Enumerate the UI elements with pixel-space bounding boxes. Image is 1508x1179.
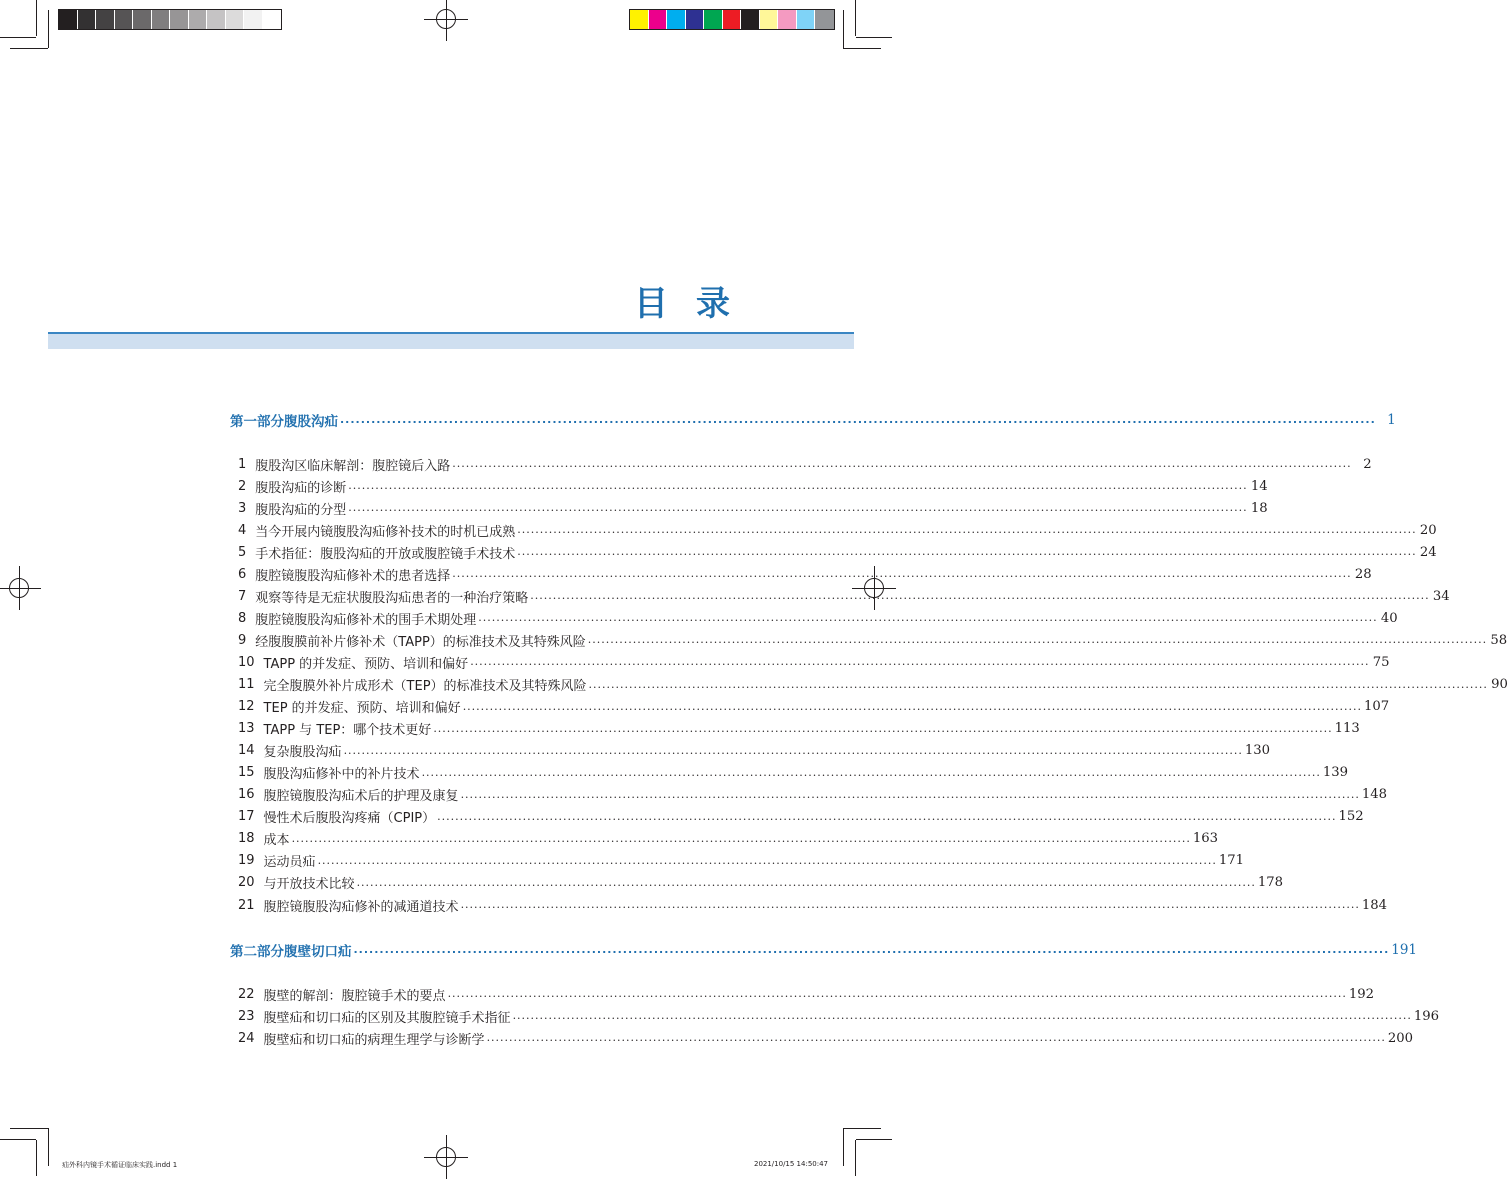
crop-mark — [36, 0, 37, 36]
chapter-title: 当今开展内镜腹股沟疝修补技术的时机已成熟 — [255, 524, 516, 540]
crop-mark — [855, 0, 856, 36]
toc-chapter-row[interactable] — [238, 850, 1245, 872]
crop-mark — [843, 10, 844, 48]
toc-chapter-row[interactable] — [238, 806, 1364, 828]
toc-chapter-row[interactable] — [238, 607, 1398, 629]
color-swatch — [741, 10, 760, 29]
chapter-number: 12 — [238, 699, 255, 715]
chapter-number: 13 — [238, 721, 255, 737]
dot-leader: ........................................................................................................................................................................................................ — [462, 699, 1363, 713]
dot-leader: ........................................................................................................................................................................................................ — [478, 611, 1378, 625]
chapter-page-number: 58 — [1490, 632, 1508, 648]
crop-mark — [843, 1128, 881, 1129]
color-swatch — [115, 10, 134, 29]
part-label: 第二部分 — [230, 944, 284, 960]
chapter-title: 腹腔镜腹股沟疝修补术的患者选择 — [255, 568, 451, 584]
toc-chapter-row[interactable] — [238, 1027, 1414, 1049]
crop-mark — [856, 1139, 892, 1140]
registration-mark-icon — [434, 7, 458, 31]
dot-leader: ........................................................................................................................................................................................................ — [348, 479, 1248, 493]
chapter-title: 腹股沟疝修补中的补片技术 — [263, 767, 420, 783]
chapter-number: 22 — [238, 986, 255, 1002]
part-page-number: 1 — [1387, 412, 1396, 428]
toc-chapter-row[interactable] — [238, 563, 1372, 585]
dot-leader: ........................................................................................................................................................................................................ — [356, 875, 1256, 889]
chapter-page-number: 107 — [1364, 699, 1390, 715]
toc-chapter-row[interactable] — [238, 696, 1390, 718]
toc-chapter-row[interactable] — [238, 718, 1360, 740]
registration-mark-icon — [7, 576, 31, 600]
chapter-number: 3 — [238, 500, 247, 516]
color-swatch — [649, 10, 668, 29]
chapter-number: 17 — [238, 809, 255, 825]
chapter-title: 复杂腹股沟疝 — [263, 745, 342, 761]
color-swatch — [78, 10, 97, 29]
chapter-title: 慢性术后腹股沟疼痛（CPIP） — [263, 811, 436, 827]
dot-leader: ........................................................................................................................................................................................................ — [421, 765, 1321, 779]
toc-chapter-row[interactable] — [238, 894, 1388, 916]
toc-chapter-row[interactable] — [238, 784, 1388, 806]
chapter-number: 19 — [238, 853, 255, 869]
crop-mark — [0, 37, 36, 38]
registration-mark-icon — [434, 1145, 458, 1169]
chapter-page-number: 152 — [1338, 809, 1364, 825]
chapter-number: 23 — [238, 1008, 255, 1024]
toc-chapter-row[interactable] — [238, 983, 1375, 1005]
dot-leader: ........................................................................................................................................................................................................ — [348, 501, 1248, 515]
chapter-page-number: 2 — [1363, 456, 1372, 472]
dot-leader: ........................................................................................................................................................................................................ — [517, 523, 1417, 537]
toc-chapter-row[interactable] — [238, 762, 1349, 784]
crop-mark — [48, 1128, 49, 1166]
dot-leader: ........................................................................................................................................................................................................ — [512, 1009, 1412, 1023]
chapter-title: 手术指征：腹股沟疝的开放或腹腔镜手术技术 — [255, 546, 516, 562]
chapter-title: TEP 的并发症、预防、培训和偏好 — [263, 701, 461, 717]
chapter-number: 14 — [238, 743, 255, 759]
footer-file-name: 疝外科内镜手术循证临床实践.indd 1 — [62, 1161, 178, 1169]
crop-mark — [10, 1128, 48, 1129]
chapter-number: 24 — [238, 1030, 255, 1046]
chapter-page-number: 171 — [1218, 853, 1245, 869]
dot-leader: ........................................................................................................................................................................................................ — [460, 787, 1360, 801]
chapter-page-number: 24 — [1419, 544, 1437, 560]
color-swatch — [815, 10, 834, 29]
color-swatch — [207, 10, 226, 29]
chapter-page-number: 28 — [1354, 566, 1372, 582]
dot-leader: ........................................................................................................................................................................................................ — [530, 589, 1430, 603]
part-label: 第一部分 — [230, 414, 284, 430]
color-swatch — [704, 10, 723, 29]
color-swatch — [133, 10, 152, 29]
toc-chapter-row[interactable] — [238, 872, 1284, 894]
page-title: 目录 — [634, 284, 758, 324]
dot-leader: ........................................................................................................................................................................................................ — [437, 809, 1337, 823]
chapter-page-number: 113 — [1334, 721, 1360, 737]
chapter-page-number: 20 — [1419, 522, 1437, 538]
chapter-number: 9 — [238, 632, 247, 648]
color-swatch — [630, 10, 649, 29]
chapter-number: 2 — [238, 478, 247, 494]
crop-mark — [0, 1139, 36, 1140]
crop-mark — [36, 1140, 37, 1176]
dot-leader: ........................................................................................................................................................................................................ — [460, 898, 1360, 911]
chapter-title: TAPP 与 TEP：哪个技术更好 — [263, 723, 432, 739]
color-swatch — [760, 10, 779, 29]
toc-chapter-row[interactable] — [238, 629, 1508, 651]
color-swatch — [797, 10, 816, 29]
chapter-number: 15 — [238, 765, 255, 781]
chapter-title: 腹壁的解剖：腹腔镜手术的要点 — [263, 988, 446, 1004]
color-swatch — [263, 10, 282, 29]
chapter-number: 21 — [238, 897, 255, 913]
grayscale-color-bar — [58, 9, 282, 30]
dot-leader: ........................................................................................................................................................................................................ — [343, 743, 1243, 757]
crop-mark — [856, 37, 892, 38]
dot-leader: ........................................................................................................................................................................................................ — [317, 853, 1217, 867]
dot-leader: ........................................................................................................................................................................................................ — [486, 1031, 1386, 1045]
toc-part-row[interactable] — [230, 939, 1418, 961]
toc-chapter-row[interactable] — [238, 585, 1450, 607]
toc-chapter-row[interactable] — [238, 828, 1219, 850]
chapter-title: 腹腔镜腹股沟疝修补的减通道技术 — [263, 899, 459, 915]
chapter-title: 腹腔镜腹股沟疝术后的护理及康复 — [263, 789, 459, 805]
chapter-number: 10 — [238, 654, 255, 670]
chapter-title: 经腹腹膜前补片修补术（TAPP）的标准技术及其特殊风险 — [255, 634, 586, 650]
color-swatch — [152, 10, 171, 29]
dot-leader: ........................................................................................................................................................................................................ — [452, 457, 1352, 470]
chapter-page-number: 139 — [1322, 765, 1349, 781]
chapter-number: 16 — [238, 787, 255, 803]
chapter-page-number: 14 — [1250, 478, 1268, 494]
crop-mark — [48, 10, 49, 48]
dot-leader: ........................................................................................................................................................................................................ — [340, 413, 1376, 426]
dot-leader: ........................................................................................................................................................................................................ — [517, 545, 1417, 559]
dot-leader: ........................................................................................................................................................................................................ — [447, 987, 1347, 1000]
chapter-page-number: 40 — [1380, 610, 1398, 626]
chapter-title: 运动员疝 — [263, 855, 316, 871]
toc-part-row[interactable] — [230, 409, 1396, 431]
chapter-page-number: 196 — [1413, 1008, 1440, 1024]
toc-chapter-row[interactable] — [238, 519, 1437, 541]
toc-chapter-row[interactable] — [238, 1005, 1440, 1027]
part-title: 腹壁切口疝 — [284, 944, 352, 960]
chapter-page-number: 184 — [1361, 897, 1388, 913]
chapter-page-number: 163 — [1192, 831, 1219, 847]
toc-chapter-row[interactable] — [238, 740, 1271, 762]
chapter-number: 18 — [238, 831, 255, 847]
chapter-number: 11 — [238, 677, 255, 692]
color-swatch — [723, 10, 742, 29]
chapter-title: 观察等待是无症状腹股沟疝患者的一种治疗策略 — [255, 590, 529, 606]
color-swatch — [667, 10, 686, 29]
toc-chapter-row[interactable] — [238, 651, 1390, 673]
chapter-title: 腹腔镜腹股沟疝修补术的围手术期处理 — [255, 612, 477, 628]
chapter-title: 与开放技术比较 — [263, 877, 355, 893]
chapter-number: 20 — [238, 875, 255, 891]
chapter-page-number: 34 — [1432, 588, 1450, 604]
chapter-page-number: 18 — [1250, 500, 1268, 516]
toc-chapter-row[interactable] — [238, 475, 1268, 497]
chapter-number: 4 — [238, 522, 247, 538]
dot-leader: ........................................................................................................................................................................................................ — [433, 721, 1333, 735]
chapter-number: 7 — [238, 588, 247, 604]
chapter-number: 6 — [238, 566, 247, 582]
chapter-page-number: 200 — [1387, 1030, 1414, 1046]
toc-chapter-row[interactable] — [238, 541, 1437, 563]
chapter-title: 腹壁疝和切口疝的病理生理学与诊断学 — [263, 1032, 485, 1048]
chapter-title: 完全腹膜外补片成形术（TEP）的标准技术及其特殊风险 — [263, 679, 587, 694]
chapter-title: 腹壁疝和切口疝的区别及其腹腔镜手术指征 — [263, 1010, 511, 1026]
part-title: 腹股沟疝 — [284, 414, 338, 430]
toc-chapter-row[interactable] — [238, 497, 1268, 519]
dot-leader: ........................................................................................................................................................................................................ — [452, 567, 1352, 581]
dot-leader: ........................................................................................................................................................................................................ — [587, 633, 1488, 647]
color-swatch — [189, 10, 208, 29]
chapter-number: 1 — [238, 456, 247, 472]
chapter-title: 成本 — [263, 833, 290, 849]
dot-leader: ........................................................................................................................................................................................................ — [588, 677, 1488, 691]
chapter-number: 8 — [238, 610, 247, 626]
chapter-page-number: 90 — [1491, 677, 1508, 692]
chapter-page-number: 130 — [1244, 743, 1271, 759]
dot-leader: ........................................................................................................................................................................................................ — [470, 655, 1370, 669]
chapter-page-number: 148 — [1361, 787, 1388, 803]
color-swatch — [244, 10, 263, 29]
dot-leader: ........................................................................................................................................................................................................ — [353, 943, 1390, 956]
chapter-page-number: 178 — [1257, 875, 1284, 891]
crop-mark — [843, 1128, 844, 1166]
chapter-title: 腹股沟疝的分型 — [255, 502, 347, 518]
color-swatch — [778, 10, 797, 29]
part-page-number: 191 — [1391, 942, 1418, 958]
process-color-bar — [629, 9, 835, 30]
dot-leader: ........................................................................................................................................................................................................ — [291, 831, 1191, 845]
chapter-page-number: 192 — [1348, 986, 1375, 1002]
chapter-title: TAPP 的并发症、预防、培训和偏好 — [263, 656, 469, 672]
color-swatch — [686, 10, 705, 29]
color-swatch — [226, 10, 245, 29]
color-swatch — [170, 10, 189, 29]
crop-mark — [10, 48, 48, 49]
chapter-title: 腹股沟疝的诊断 — [255, 480, 347, 496]
chapter-page-number: 75 — [1372, 654, 1390, 670]
title-band — [48, 334, 854, 349]
chapter-title: 腹股沟区临床解剖：腹腔镜后入路 — [255, 458, 451, 474]
footer-timestamp: 2021/10/15 14:50:47 — [753, 1160, 828, 1168]
toc-chapter-row[interactable] — [238, 453, 1372, 475]
toc-chapter-row[interactable] — [238, 674, 1508, 696]
crop-mark — [843, 48, 881, 49]
color-swatch — [59, 10, 78, 29]
crop-mark — [855, 1140, 856, 1176]
chapter-number: 5 — [238, 544, 247, 560]
color-swatch — [96, 10, 115, 29]
